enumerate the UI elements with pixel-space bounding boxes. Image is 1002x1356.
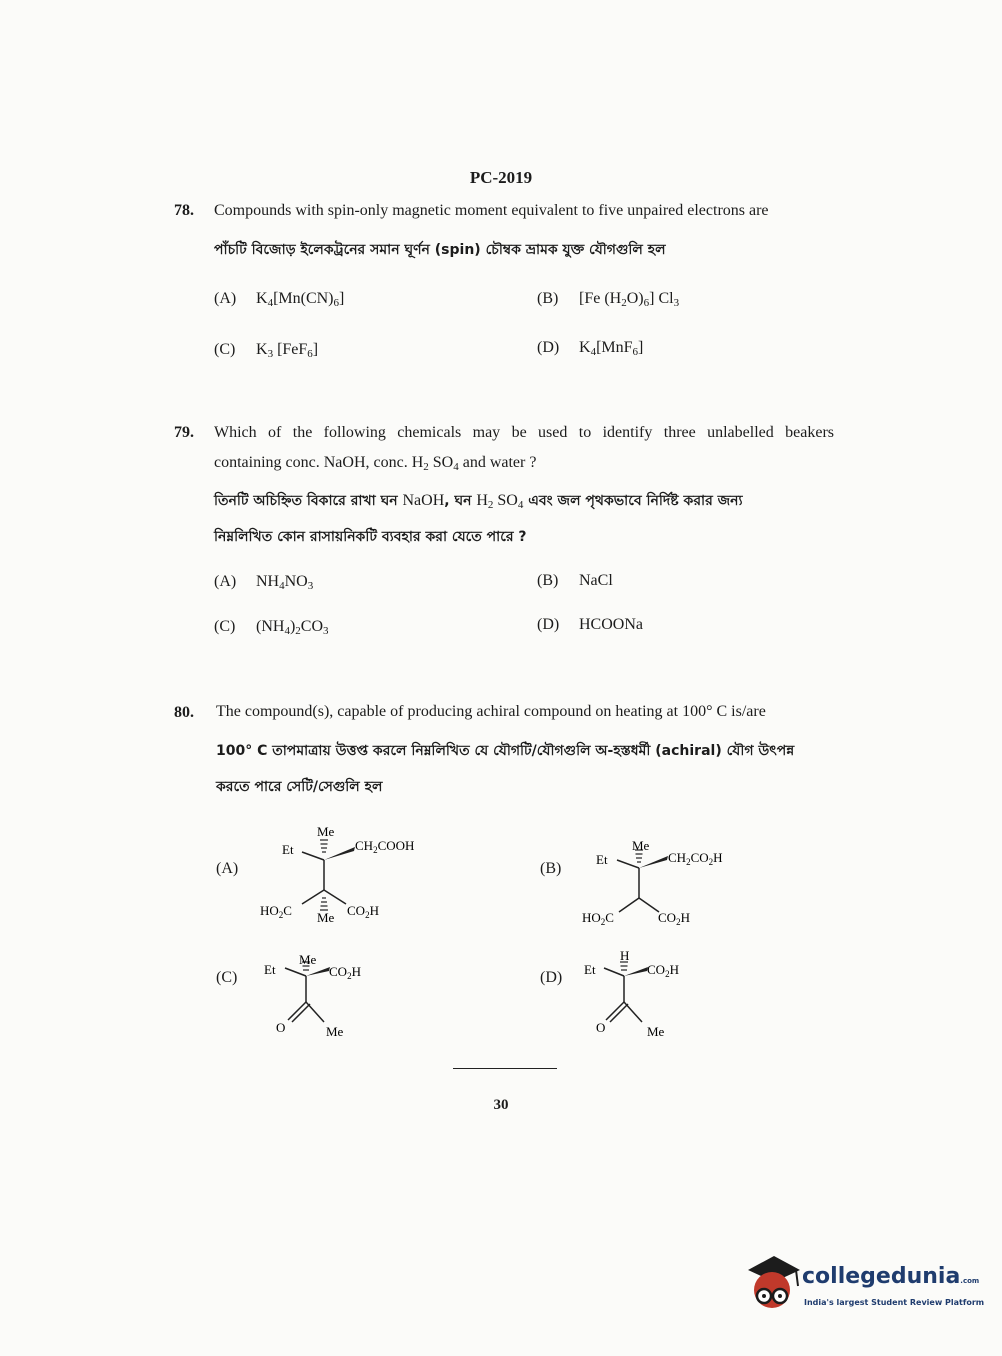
question-78-option-d: (D) $K_4[MnF_6]$ bbox=[537, 339, 644, 358]
question-80-option-b-label: (B) bbox=[540, 860, 562, 877]
formula: $NH_4NO_3$ bbox=[256, 573, 314, 592]
formula: $K_3$ [FeF$_6$] bbox=[256, 341, 319, 360]
svg-text:CO2H: $CO_2H$ bbox=[329, 964, 361, 981]
question-80-text-bn-line1: 100° C তাপমাত্রায় উত্তপ্ত করলে নিম্নলিখিত যে যৌগটি/যৌগগুলি অ-হস্তধর্মী (achiral) যৌগ উৎপন্ন bbox=[216, 743, 795, 759]
question-80-number: 80. bbox=[174, 704, 194, 721]
svg-text:HO2C: $HO_2C$ bbox=[260, 903, 292, 920]
question-78-text-en: Compounds with spin-only magnetic moment equivalent to five unpaired electrons are bbox=[214, 202, 769, 219]
svg-text:CO2H: $CO_2H$ bbox=[347, 903, 379, 920]
question-80-text-bn-line2: করতে পারে সেটি/সেগুলি হল bbox=[216, 779, 383, 795]
svg-text:Et: Et bbox=[584, 962, 596, 977]
separator-rule bbox=[453, 1068, 557, 1069]
question-80-option-c-label: (C) bbox=[216, 969, 238, 986]
svg-text:Et: Et bbox=[282, 842, 294, 857]
question-79-text-bn-line1: তিনটি অচিহ্নিত বিকারে রাখা ঘন NaOH, ঘন $H_2$ $SO_4$ এবং জল পৃথকভাবে নির্দিষ্ট করার জন্য bbox=[214, 492, 743, 511]
svg-text:Et: Et bbox=[264, 962, 276, 977]
structure-d bbox=[580, 950, 710, 1045]
question-80-text-en: The compound(s), capable of producing achiral compound on heating at 100° C is/are bbox=[216, 703, 766, 720]
svg-text:CH2CO2H: $CH_2CO_2H$ bbox=[668, 850, 723, 867]
question-79-text-bn-line2: নিম্নলিখিত কোন রাসায়নিকটি ব্যবহার করা যেতে পারে ? bbox=[214, 529, 527, 545]
page-number: 30 bbox=[493, 1097, 509, 1113]
question-79-option-b: (B) NaCl bbox=[537, 572, 613, 589]
svg-text:HO2C: $HO_2C$ bbox=[582, 910, 614, 927]
question-78-number: 78. bbox=[174, 202, 194, 219]
svg-text:Me: Me bbox=[326, 1024, 344, 1039]
formula: $(NH_4)_2CO_3$ bbox=[256, 618, 329, 637]
svg-text:O: O bbox=[276, 1020, 286, 1035]
svg-text:Me: Me bbox=[632, 838, 650, 853]
svg-text:CO2H: $CO_2H$ bbox=[647, 962, 679, 979]
question-79-option-c: (C) $(NH_4)_2CO_3$ bbox=[214, 618, 329, 637]
question-79-option-d: (D) HCOONa bbox=[537, 616, 643, 633]
svg-text:CH2COOH: $CH_2COOH$ bbox=[355, 838, 415, 855]
question-78-option-c: (C) $K_3$ [FeF$_6$] bbox=[214, 341, 319, 360]
page-header-code: PC-2019 bbox=[469, 168, 533, 187]
question-79-number: 79. bbox=[174, 424, 194, 441]
svg-text:Me: Me bbox=[317, 824, 335, 839]
mascot-icon bbox=[744, 1252, 800, 1316]
formula: [Fe $(H_2O)_6$] $Cl_3$ bbox=[579, 290, 680, 309]
svg-text:H: H bbox=[620, 950, 630, 963]
svg-text:Me: Me bbox=[317, 910, 335, 925]
logo-tagline: India's largest Student Review Platform bbox=[804, 1298, 985, 1307]
logo-wordmark: collegedunia.com bbox=[802, 1264, 980, 1289]
question-78-option-b: (B) [Fe $(H_2O)_6$] $Cl_3$ bbox=[537, 290, 680, 309]
question-80-option-d-label: (D) bbox=[540, 969, 563, 986]
structure-a bbox=[255, 820, 445, 925]
structure-c bbox=[258, 950, 388, 1045]
formula: $K_4[Mn(CN)_6]$ bbox=[256, 290, 345, 309]
collegedunia-logo bbox=[744, 1252, 985, 1322]
svg-text:CO2H: $CO_2H$ bbox=[658, 910, 690, 927]
question-78-text-bn: পাঁচটি বিজোড় ইলেকট্রনের সমান ঘূর্ণন (spin) চৌম্বক ভ্রামক যুক্ত যৌগগুলি হল bbox=[214, 242, 666, 258]
question-80-option-a-label: (A) bbox=[216, 860, 239, 877]
question-79-text-en-line1: Which of the following chemicals may be used to identify three unlabelled beakers bbox=[214, 424, 834, 441]
svg-text:Me: Me bbox=[299, 952, 317, 967]
svg-text:Et: Et bbox=[596, 852, 608, 867]
svg-text:O: O bbox=[596, 1020, 606, 1035]
question-78-option-a: (A) $K_4[Mn(CN)_6]$ bbox=[214, 290, 345, 309]
question-79-option-a: (A) $NH_4NO_3$ bbox=[214, 573, 314, 592]
structure-b bbox=[578, 832, 748, 932]
question-79-text-en-line2: containing conc. NaOH, conc. $H_2$ $SO_4$ and water ? bbox=[214, 454, 537, 473]
formula: $K_4[MnF_6]$ bbox=[579, 339, 644, 358]
svg-text:Me: Me bbox=[647, 1024, 665, 1039]
